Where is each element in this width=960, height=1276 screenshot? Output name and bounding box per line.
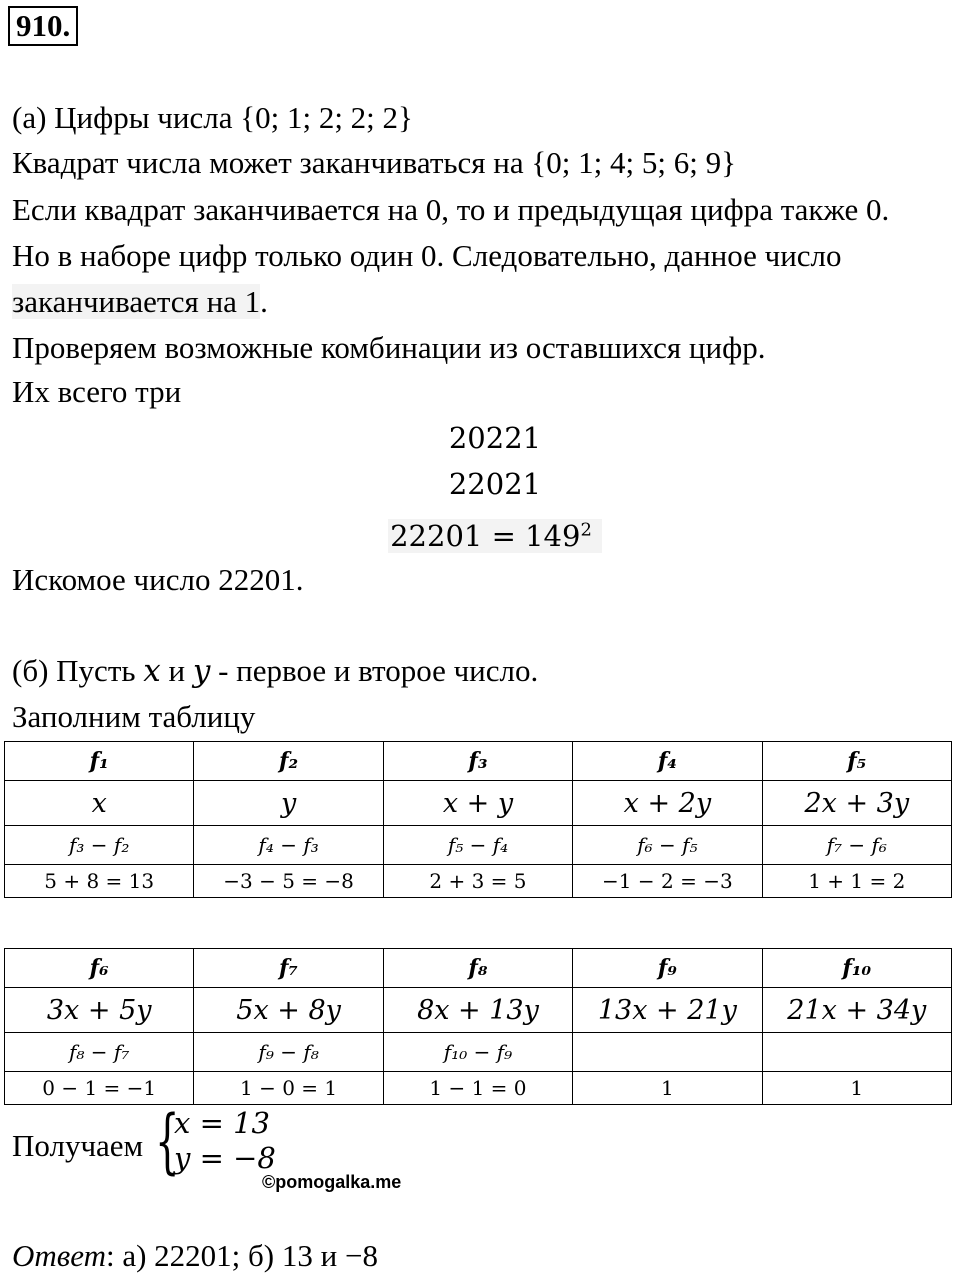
part-a-line-2: Квадрат числа может заканчиваться на {0; 1; 4; 5; 6; 9}	[12, 145, 736, 180]
combination-3-expression: $22201 = 149^2$	[388, 519, 602, 553]
table-cell: 8x + 13y	[383, 988, 572, 1033]
table-row	[5, 742, 952, 781]
table-cell: 1	[573, 1072, 762, 1105]
var-x: x	[143, 653, 161, 689]
part-a-line-7: Их всего три	[12, 374, 182, 409]
table-cell: f₃ − f₂	[5, 826, 194, 865]
table-cell: 2 + 3 = 5	[383, 865, 572, 898]
table-row	[5, 1072, 952, 1105]
table-cell: 1 − 0 = 1	[194, 1072, 383, 1105]
table-cell: 2x + 3y	[762, 781, 951, 826]
highlight-text: заканчивается на 1	[12, 284, 261, 319]
answer-label: Ответ	[12, 1238, 106, 1273]
table-cell: f₅	[762, 742, 951, 781]
table-cell: f₁₀	[762, 949, 951, 988]
result-line: Искомое число 22201.	[12, 562, 304, 597]
table-cell: y	[194, 781, 383, 826]
equation-x: x = 13	[174, 1106, 270, 1140]
equation-y: y = −8	[174, 1141, 276, 1175]
part-a-line-6: Проверяем возможные комбинации из оставшихся цифр.	[12, 330, 766, 365]
combination-1: 20221	[448, 421, 542, 455]
answer-line	[12, 1236, 378, 1276]
period: .	[260, 284, 268, 319]
table-cell: f₂	[194, 742, 383, 781]
table-cell: x + y	[383, 781, 572, 826]
table-cell: 1 + 1 = 2	[762, 865, 951, 898]
table-row	[5, 781, 952, 826]
fill-table-line: Заполним таблицу	[12, 699, 256, 734]
table-row	[5, 826, 952, 865]
table-cell: 5x + 8y	[194, 988, 383, 1033]
table-cell: 21x + 34y	[762, 988, 951, 1033]
table-cell: f₃	[383, 742, 572, 781]
table-row	[5, 865, 952, 898]
table-cell: f₇ − f₆	[762, 826, 951, 865]
combination-3	[0, 510, 960, 556]
table-cell: f₁	[5, 742, 194, 781]
table-cell: f₆	[5, 949, 194, 988]
table-cell: −3 − 5 = −8	[194, 865, 383, 898]
table-cell: x + 2y	[573, 781, 762, 826]
fibonacci-table-1	[4, 741, 952, 898]
table-cell: f₅ − f₄	[383, 826, 572, 865]
part-a-line-4: Но в наборе цифр только один 0. Следовательно, данное число	[12, 238, 842, 273]
table-cell: 5 + 8 = 13	[5, 865, 194, 898]
table-cell: 13x + 21y	[573, 988, 762, 1033]
part-a-line-5	[12, 282, 268, 322]
part-b-intro: (б) Пусть x и y - первое и второе число.	[12, 653, 539, 689]
answer-text: : а) 22201; б) 13 и −8	[105, 1238, 378, 1273]
table-cell: 0 − 1 = −1	[5, 1072, 194, 1105]
table-cell: 1 − 1 = 0	[383, 1072, 572, 1105]
table-cell: f₈ − f₇	[5, 1033, 194, 1072]
table-cell: x	[5, 781, 194, 826]
table-cell: 1	[762, 1072, 951, 1105]
fibonacci-table-2	[4, 948, 952, 1105]
table-cell: f₉ − f₈	[194, 1033, 383, 1072]
table-cell: f₁₀ − f₉	[383, 1033, 572, 1072]
table-cell: −1 − 2 = −3	[573, 865, 762, 898]
var-y: y	[192, 653, 211, 689]
combination-2: 22021	[448, 467, 542, 501]
table-row	[5, 988, 952, 1033]
table-cell: f₆ − f₅	[573, 826, 762, 865]
part-a-line-1: (а) Цифры числа {0; 1; 2; 2; 2}	[12, 100, 413, 135]
table-cell: f₉	[573, 949, 762, 988]
system-brace: {	[155, 1100, 180, 1182]
table-cell	[762, 1033, 951, 1072]
table-row	[5, 1033, 952, 1072]
table-cell: f₇	[194, 949, 383, 988]
table-cell	[573, 1033, 762, 1072]
get-label: Получаем	[12, 1128, 144, 1163]
table-cell: f₈	[383, 949, 572, 988]
table-cell: 3x + 5y	[5, 988, 194, 1033]
table-row	[5, 949, 952, 988]
table-cell: f₄	[573, 742, 762, 781]
problem-number: 910.	[8, 6, 78, 46]
part-a-line-3: Если квадрат заканчивается на 0, то и предыдущая цифра также 0.	[12, 192, 890, 227]
watermark: ©pomogalka.me	[262, 1172, 402, 1192]
table-cell: f₄ − f₃	[194, 826, 383, 865]
